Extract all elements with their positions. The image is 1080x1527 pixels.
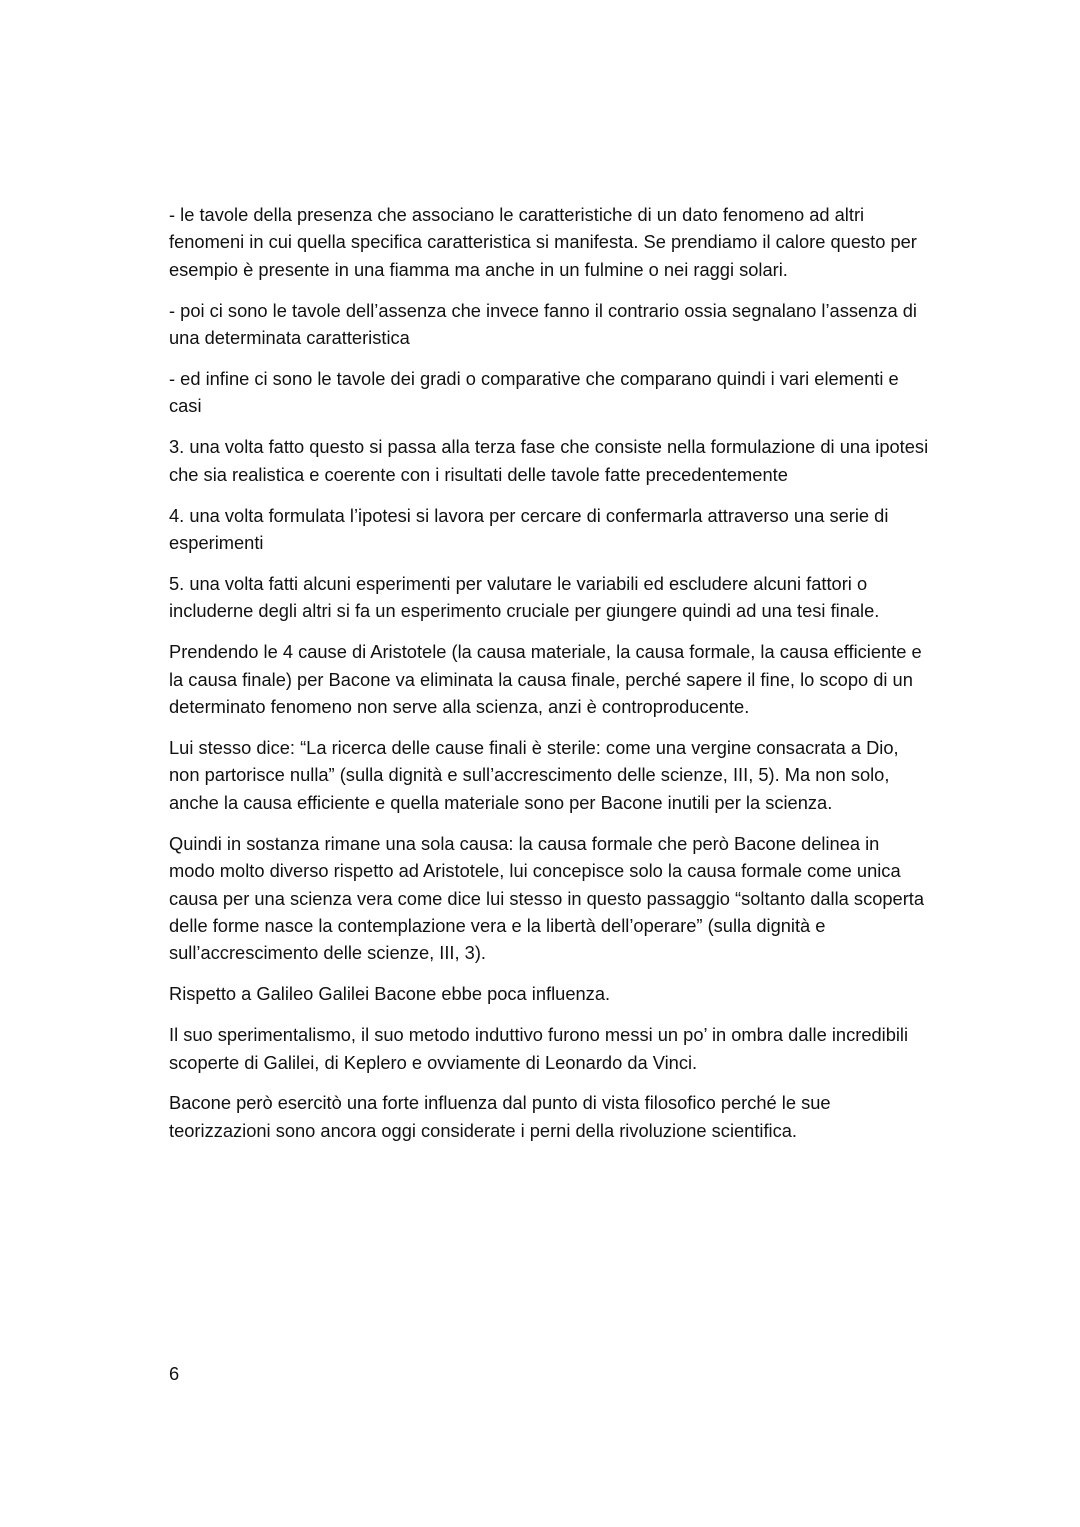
paragraph-step-3: 3. una volta fatto questo si passa alla terza fase che consiste nella formulazione di una ipotesi che sia realistica e coerente con i risultati delle tavole fatte precedentemente [169,436,929,485]
paragraph-influence: Bacone però esercitò una forte influenza dal punto di vista filosofico perché le sue teorizzazioni sono ancora oggi considerate i perni della rivoluzione scientifica. [169,1092,831,1141]
paragraph-step-4: 4. una volta formulata l’ipotesi si lavora per cercare di confermarla attraverso una serie di esperimenti [169,504,889,554]
paragraph-formal-cause: Quindi in sostanza rimane una sola causa: la causa formale che però Bacone delinea in modo molto diverso rispetto ad Aristotele, lui concepisce solo la causa formale come unica causa per una scienza vera come dice lui stesso in questo passaggio “soltanto dalla scoperta delle forme nasce la contemplazione vera e la libertà dell’operare” (sulla dignità e sull’accrescimento delle scienze, III, 3). [169,832,925,964]
paragraph-degree-tables: - ed infine ci sono le tavole dei gradi o comparative che comparano quindi i vari elementi e casi [169,368,899,417]
paragraph-absence-tables: - poi ci sono le tavole dell’assenza che invece fanno il contrario ossia segnalano l’assenza di una determinata caratteristica [169,299,917,349]
page-number: 6 [169,1363,180,1384]
paragraph-final-causes-quote: Lui stesso dice: “La ricerca delle cause finali è sterile: come una vergine consacrata a Dio, non partorisce nulla” (sulla dignità e sull’accrescimento delle scienze, III, 5). Ma non solo, anche la causa efficiente e quella materiale sono per Bacone inutili per la scienza. [169,737,899,813]
paragraph-galileo: Rispetto a Galileo Galilei Bacone ebbe poca influenza. [169,983,611,1005]
paragraph-step-5: 5. una volta fatti alcuni esperimenti per valutare le variabili ed escludere alcuni fattori o includerne degli altri si fa un esperimento cruciale per giungere quindi ad una tesi finale. [169,572,880,622]
paragraph-presence-tables: - le tavole della presenza che associano le caratteristiche di un dato fenomeno ad altri fenomeni in cui quella specifica caratteristica si manifesta. Se prendiamo il calore questo per esempio è presente in una fiamma ma anche in un fulmine o nei raggi solari. [169,204,917,280]
document-body [169,201,929,1158]
paragraph-aristotle-causes: Prendendo le 4 cause di Aristotele (la causa materiale, la causa formale, la causa efficiente e la causa finale) per Bacone va eliminata la causa finale, perché sapere il fine, lo scopo di un determinato fenomeno non serve alla scienza, anzi è controproducente. [169,641,922,718]
paragraph-experimentalism: Il suo sperimentalismo, il suo metodo induttivo furono messi un po’ in ombra dalle incredibili scoperte di Galilei, di Keplero e ovviamente di Leonardo da Vinci. [169,1024,909,1073]
